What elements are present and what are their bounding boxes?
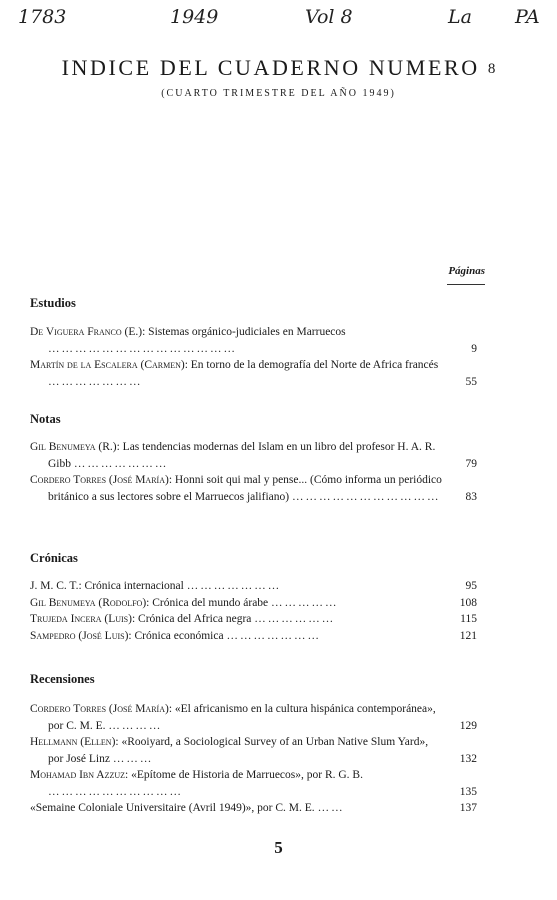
toc-entry[interactable]: Hellmann (Ellen): «Rooiyard, a Sociological Survey of an Urban Native Slum Yard», por José Linz ……… 132 (30, 734, 477, 767)
section-cronicas (30, 551, 477, 644)
entry-text: Las tendencias modernas del Islam en un libro del profesor H. A. R. Gibb (48, 441, 436, 470)
entry-author: Gil Benumeya (R.): (30, 441, 120, 453)
entry-text: En torno de la demografía del Norte de Africa francés (190, 359, 439, 371)
handwritten-note: PA (515, 6, 540, 28)
entry-page: 95 (465, 580, 477, 592)
toc-entry[interactable]: De Viguera Franco (E.): Sistemas orgánico-judiciales en Marruecos …………………………………… 9 (30, 324, 477, 357)
entry-text: Crónica económica (134, 629, 224, 642)
toc-entry[interactable]: Mohamad Ibn Azzuz: «Epítome de Historia de Marruecos», por R. G. B. ………………………… 135 (30, 767, 477, 800)
entry-author: Gil Benumeya (Rodolfo): (30, 596, 150, 609)
entry-page: 132 (459, 752, 477, 765)
toc-entry[interactable]: Cordero Torres (José María): Honni soit qui mal y pense... (Cómo informa un periódico británico a sus lectores sobre el Marruecos jalifiano) …………………………… 83 (30, 472, 477, 505)
pages-column-label: Páginas (448, 265, 485, 277)
column-label-rule (447, 284, 485, 285)
entry-author: Sampedro (José Luis): (30, 629, 132, 642)
entry-author: Cordero Torres (José María): (30, 703, 173, 715)
entry-page: 83 (465, 490, 477, 503)
page-title (0, 55, 557, 81)
entry-text: Sistemas orgánico-judiciales en Marruecos (148, 326, 346, 338)
toc-entry[interactable]: Gil Benumeya (Rodolfo): Crónica del mundo árabe …………… 108 (30, 595, 477, 612)
section-title: Recensiones (30, 672, 95, 686)
section-title: Notas (30, 412, 61, 426)
toc-entry[interactable]: J. M. C. T.: Crónica internacional ………………… 95 (30, 578, 477, 595)
toc-entry[interactable]: Cordero Torres (José María): «El africanismo en la cultura hispánica contemporánea», por C. M. E. ………… 129 (30, 701, 477, 734)
entry-page: 9 (471, 342, 477, 355)
entry-page: 135 (459, 785, 477, 798)
entry-author: Hellmann (Ellen): (30, 736, 119, 748)
section-title: Crónicas (30, 551, 78, 565)
toc-entry[interactable]: Gil Benumeya (R.): Las tendencias modernas del Islam en un libro del profesor H. A. R. Gibb ………………… 79 (30, 439, 477, 472)
entry-author: Mohamad Ibn Azzuz: (30, 769, 129, 781)
entry-text: Crónica del mundo árabe (152, 596, 269, 609)
entry-author: De Viguera Franco (E.): (30, 326, 146, 338)
toc-entry[interactable]: Sampedro (José Luis): Crónica económica ………………… 121 (30, 628, 477, 645)
entry-author: J. M. C. T.: (30, 580, 82, 592)
entry-author: Trujeda Incera (Luis): (30, 613, 136, 625)
issue-number: 8 (487, 61, 496, 77)
section-estudios (30, 296, 477, 390)
entry-page: 115 (460, 613, 477, 625)
entry-page: 121 (459, 629, 477, 642)
entry-text: «El africanismo en la cultura hispánica contemporánea», por C. M. E. (48, 703, 436, 732)
entry-text: «Semaine Coloniale Universitaire (Avril 1949)», por C. M. E. (30, 802, 315, 814)
entry-author: Martín de la Escalera (Carmen): (30, 359, 188, 371)
entry-text: Crónica del Africa negra (138, 613, 252, 625)
entry-page: 137 (459, 802, 477, 814)
handwritten-note: Vol 8 (305, 6, 353, 28)
entry-text: «Rooiyard, a Sociological Survey of an Urban Native Slum Yard», por José Linz (48, 736, 429, 765)
page-number: 5 (274, 838, 283, 857)
entry-page: 129 (459, 719, 477, 732)
entry-author: Cordero Torres (José María): (30, 474, 173, 486)
title-text: INDICE DEL CUADERNO NUMERO (61, 55, 480, 80)
section-recensiones (30, 672, 477, 817)
entry-page: 108 (459, 596, 477, 609)
entry-text: «Epítome de Historia de Marruecos», por R. G. B. (131, 769, 363, 781)
entry-page: 79 (465, 457, 477, 470)
handwritten-note: 1949 (170, 6, 219, 28)
entry-text: Honni soit qui mal y pense... (Cómo informa un periódico británico a sus lectores sobre el Marruecos jalifiano) (48, 474, 442, 503)
toc-entry[interactable]: «Semaine Coloniale Universitaire (Avril 1949)», por C. M. E. …… 137 (30, 800, 477, 817)
toc-entry[interactable]: Trujeda Incera (Luis): Crónica del Africa negra ……………… 115 (30, 611, 477, 628)
toc-entry[interactable]: Martín de la Escalera (Carmen): En torno de la demografía del Norte de Africa francés ………………… 55 (30, 357, 477, 390)
section-title: Estudios (30, 296, 76, 310)
page-subtitle: (CUARTO TRIMESTRE DEL AÑO 1949) (161, 88, 396, 99)
entry-text: Crónica internacional (84, 580, 184, 592)
handwritten-note: La (448, 6, 472, 28)
section-notas (30, 412, 477, 505)
entry-page: 55 (465, 375, 477, 388)
handwritten-note: 1783 (18, 6, 67, 28)
